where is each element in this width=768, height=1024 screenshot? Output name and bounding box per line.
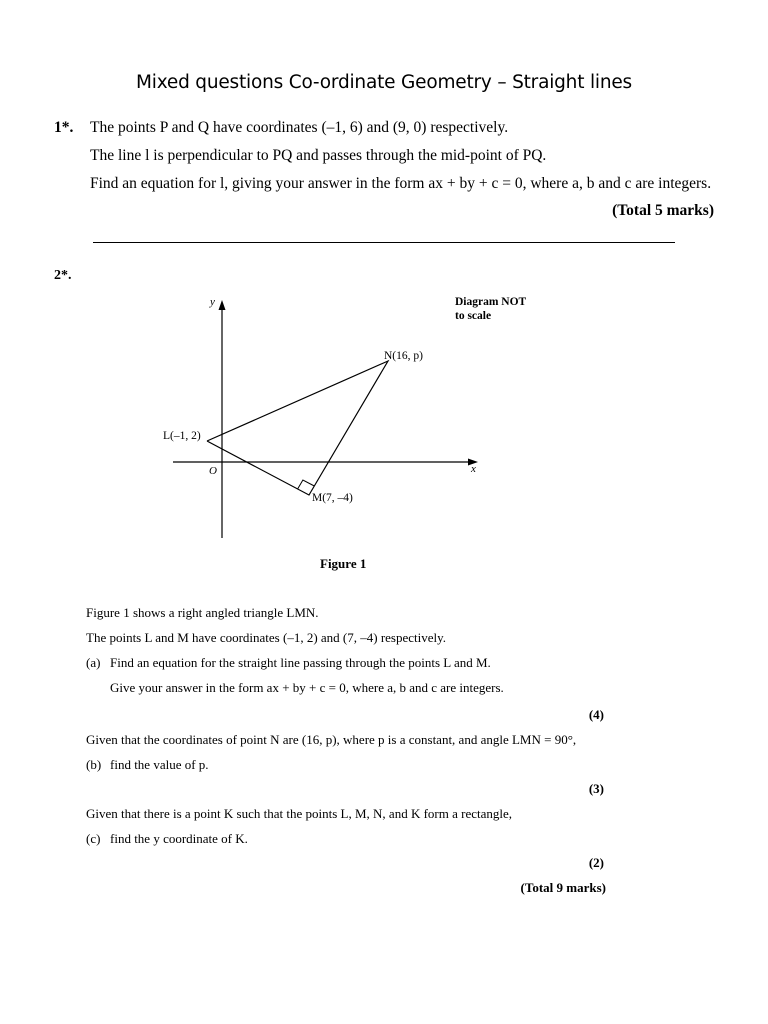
point-n-label: N(16, p): [384, 350, 423, 362]
part-a-marks: (4): [588, 707, 604, 722]
question-1-number: 1*.: [54, 119, 74, 136]
question-1-total-marks: (Total 5 marks): [612, 202, 714, 219]
question-1-line-1: The points P and Q have coordinates (–1, 6) and (9, 0) respectively.: [90, 119, 509, 136]
question-2-intro-2: The points L and M have coordinates (–1, 2) and (7, –4) respectively.: [86, 630, 447, 645]
question-1-line-3: Find an equation for l, giving your answer in the form ax + by + c = 0, where a, b and c are integers.: [90, 175, 712, 192]
part-c-label: (c): [86, 831, 101, 846]
question-1-line-2: The line l is perpendicular to PQ and passes through the mid-point of PQ.: [90, 147, 547, 164]
part-b-given: Given that the coordinates of point N are (16, p), where p is a constant, and angle LMN = 90°,: [86, 732, 577, 747]
part-b-text: find the value of p.: [110, 757, 209, 772]
part-c-given: Given that there is a point K such that the points L, M, N, and K form a rectangle,: [86, 806, 513, 821]
y-axis-label: y: [210, 296, 215, 308]
part-c-marks: (2): [588, 855, 604, 870]
page-title: Mixed questions Co-ordinate Geometry – Straight lines: [136, 72, 632, 93]
part-a-text-2: Give your answer in the form ax + by + c = 0, where a, b and c are integers.: [110, 680, 504, 695]
diagram-note-line-2: to scale: [455, 310, 492, 322]
right-angle-marker: [298, 480, 315, 489]
x-axis-label: x: [471, 463, 476, 475]
point-m-label: M(7, –4): [312, 492, 353, 504]
figure-1-caption: Figure 1: [320, 556, 367, 571]
question-2-intro-1: Figure 1 shows a right angled triangle LMN.: [86, 605, 319, 620]
question-2-number: 2*.: [54, 268, 72, 283]
part-a-text: Find an equation for the straight line passing through the points L and M.: [110, 655, 491, 670]
question-2-total-marks: (Total 9 marks): [520, 880, 606, 895]
part-c-text: find the y coordinate of K.: [110, 831, 248, 846]
origin-label: O: [209, 465, 217, 477]
triangle-lmn: [207, 361, 388, 495]
part-a-label: (a): [86, 655, 101, 670]
y-axis-arrow-icon: [219, 300, 226, 310]
part-b-label: (b): [86, 757, 102, 772]
part-b-marks: (3): [588, 781, 604, 796]
diagram-note-line-1: Diagram NOT: [455, 296, 527, 308]
point-l-label: L(–1, 2): [163, 430, 201, 442]
